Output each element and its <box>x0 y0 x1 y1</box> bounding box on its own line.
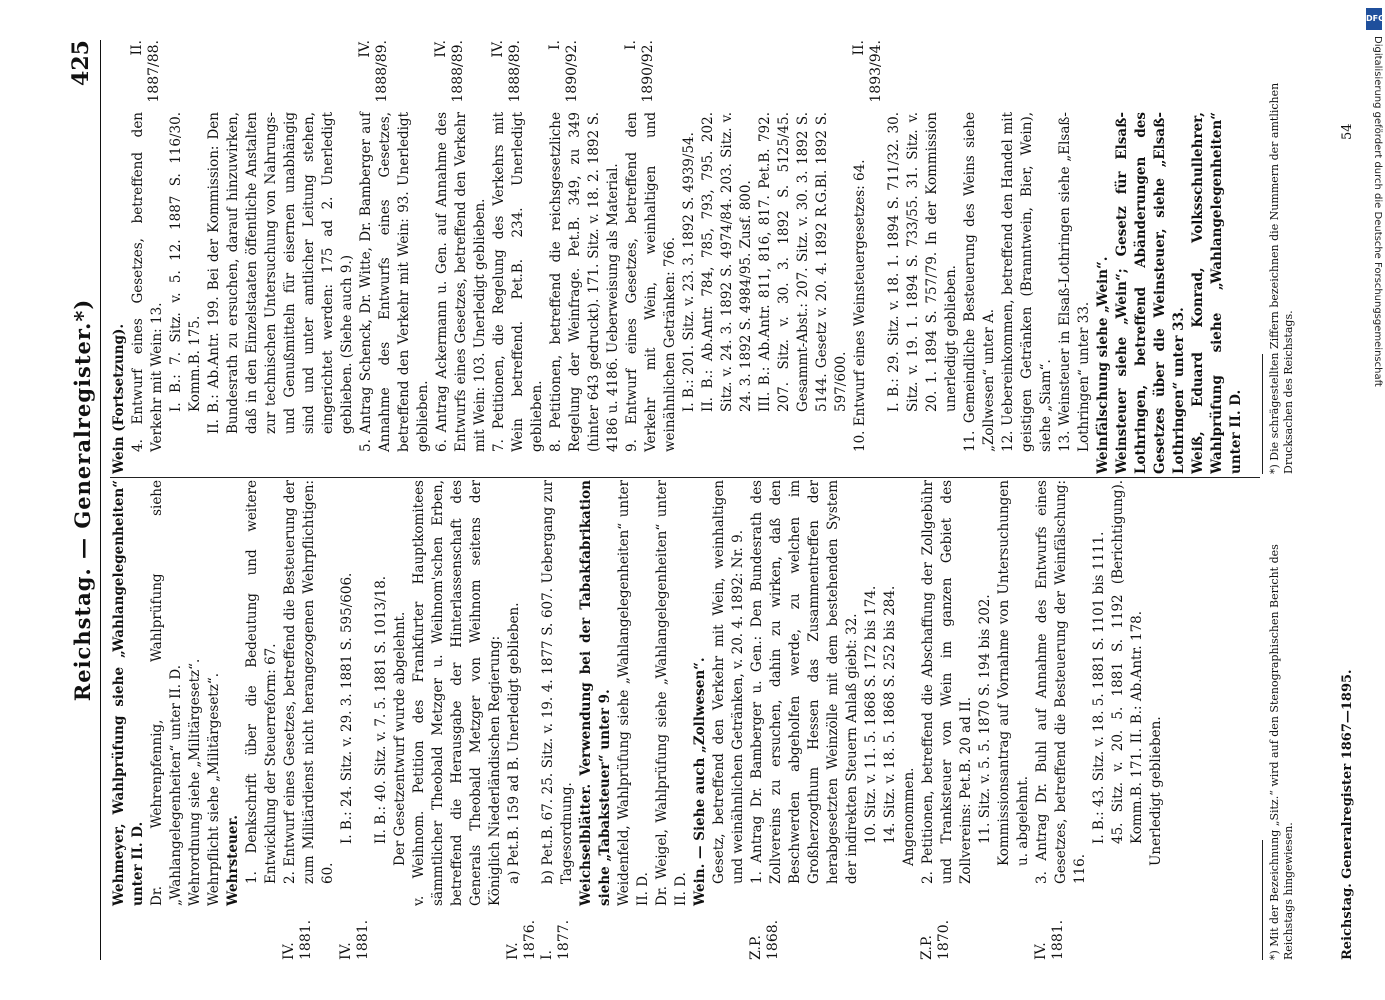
session-marker <box>357 40 391 112</box>
entry-text: 8. Petitionen, betreffend die reichsgesetzliche Regelung der Weinfrage. Pet.B. 349, zu 349 (hinter 643 gedruckt). 171. Sitz. v. 18. 2. 1892 S. 4186 u. 4186. Ueberweisung als Material. <box>548 112 621 452</box>
register-entry <box>1147 480 1166 960</box>
session-marker-line: IV. <box>281 942 297 960</box>
register-entry <box>167 40 205 474</box>
entry-text: 2. Petitionen, betreffend die Abschaffung der Zollgebühr und Tranksteuer von Wein im ganzen Gebiet des Zollvereins: Pet.B. 20 ad II. <box>920 480 974 884</box>
session-marker <box>490 40 524 112</box>
register-entry <box>862 480 881 960</box>
entry-text: 45. Sitz. v. 20. 5. 1881 S. 1192 (Berichtigung). Komm.B. 171. II. B.: Ab.Antr. 178. <box>1110 480 1145 844</box>
entry-text: Weidenfeld, Wahlprüfung siehe „Wahlangelegenheiten“ unter II. D. <box>616 480 651 906</box>
session-marker-line: 1890/92. <box>640 40 656 103</box>
entry-text: b) Pet.B. 67. 25. Sitz. v. 19. 4. 1877 S. 607. Uebergang zur Tagesordnung. <box>540 480 575 884</box>
register-entry <box>433 40 490 474</box>
entry-text: Gesetz, betreffend den Verkehr mit Wein, weinhaltigen und weinähnlichen Getränken, v. 20. 4. 1892: Nr. 9. <box>711 480 746 884</box>
session-marker-line: IV. <box>505 942 521 960</box>
session-marker <box>1033 906 1067 960</box>
footnote-left-text: *) Mit der Bezeichnung „Sitz.“ wird auf den Stenographischen Bericht des Reichstags hingewiesen. <box>1268 544 1295 960</box>
entry-text: 10. Entwurf eines Weinsteuergesetzes: 64. <box>852 159 868 452</box>
footnote-right <box>1262 40 1332 474</box>
session-marker <box>129 40 163 112</box>
register-entry <box>1109 480 1147 960</box>
register-entry <box>224 480 243 960</box>
register-entry <box>372 480 391 960</box>
entry-text: II. B.: Ab.Antr. 784, 785, 793, 795. 202. Sitz. v. 24. 3. 1892 S. 4974/84. 203. Sitz. v. 24. 3. 1892 S. 4984/95. Zusf. 800. <box>700 112 754 412</box>
register-entry <box>1094 40 1113 474</box>
signature-line: Reichstag. Generalregister 1867—1895. <box>1340 669 1355 960</box>
register-entry <box>881 480 900 960</box>
right-column <box>110 40 1250 474</box>
digitization-edge <box>1363 0 1385 1000</box>
session-marker-line: 1893/94. <box>868 40 884 103</box>
session-marker <box>505 906 539 960</box>
session-marker <box>338 906 372 960</box>
page-header <box>60 40 101 960</box>
register-entry <box>1113 40 1189 474</box>
register-entry <box>110 480 148 960</box>
register-entry <box>1090 480 1109 960</box>
entry-text: Wehrpflicht siehe „Militärgesetz“. <box>206 672 222 906</box>
entry-text: II. B.: Ab.Antr. 199. Bei der Kommission: Den Bundesrath zu ersuchen, darauf hinzuwirken, daß in den Einzelstaaten öffentliche Anstalten zur technischen Untersuchung von Nahrungs- und Genußmitteln für eisernen unabhängig sind und unter amtlicher Leitung stehen, eingerichtet werden: 175 ad 2. Unerledigt geblieben. (Siehe auch 9.) <box>206 112 355 434</box>
entry-text: Wehrordnung siehe „Militärgesetz“. <box>187 658 203 906</box>
session-marker-line: IV. <box>433 40 449 58</box>
register-entry <box>885 40 961 474</box>
footnote-right-text: *) Die schrägestellten Ziffern bezeichnen die Nummern der amtlichen Drucksachen des Reichstags. <box>1268 82 1295 474</box>
session-marker-line: IV. <box>1033 942 1049 960</box>
register-entry <box>851 40 885 474</box>
session-marker-line: 1888/89. <box>450 40 466 103</box>
session-marker <box>281 906 315 960</box>
entry-text: I. B.: 201. Sitz. v. 23. 3. 1892 S. 4939/54. <box>681 132 697 412</box>
dfg-logo: DFG <box>1366 8 1382 30</box>
entry-text: 3. Antrag Dr. Buhl auf Annahme des Entwurfs eines Gesetzes, betreffend die Besteuerung der Weinfälschung: 116. <box>1034 480 1088 884</box>
session-marker <box>919 906 953 960</box>
entry-text: 13. Weinsteuer in Elsaß-Lothringen siehe „Elsaß-Lothringen“ unter 33. <box>1057 112 1092 452</box>
entry-text: Dr. Weigel, Wahlprüfung siehe „Wahlangelegenheiten“ unter II. D. <box>654 480 689 906</box>
session-marker <box>623 40 657 112</box>
entry-text: Weinsteuer siehe „Wein“; Gesetz für Elsaß-Lothringen, betreffend Abänderungen des Gesetzes über die Weinsteuer, siehe „Elsaß-Lothringen“ unter 33. <box>1114 112 1187 474</box>
entry-text: Der Gesetzentwurf wurde abgelehnt. <box>392 611 408 866</box>
register-entry <box>976 480 995 960</box>
entry-text: a) Pet.B. 159 ad B. Unerledigt geblieben. <box>506 602 522 884</box>
register-entry <box>129 40 167 474</box>
session-marker <box>851 40 885 112</box>
entry-text: 10. Sitz. v. 11. 5. 1868 S. 172 bis 174. <box>863 585 879 844</box>
session-marker-line: 1888/89. <box>374 40 390 103</box>
left-column <box>110 480 1250 960</box>
footnote-rule <box>1262 840 1263 960</box>
footnote-rule <box>1262 354 1263 474</box>
entry-text: Weichselblätter. Verwendung bei der Tabakfabrikation siehe „Tabaksteuer“ unter 9. <box>578 480 613 906</box>
entry-text: Dr. Wehrenpfennig, Wahlprüfung siehe „Wahlangelegenheiten“ unter II. D. <box>149 480 184 906</box>
entry-text: Unerledigt geblieben. <box>1148 716 1164 866</box>
entry-text: I. B.: 7. Sitz. v. 5. 12. 1887 S. 116/30. Komm.B. 175. <box>168 112 203 412</box>
register-entry <box>1056 40 1094 474</box>
session-marker-line: 1890/92. <box>564 40 580 103</box>
session-marker-line: II. <box>129 40 145 56</box>
session-marker-line: I. <box>539 950 555 960</box>
session-marker-line: 1881. <box>355 919 371 960</box>
register-entry <box>691 480 710 960</box>
register-entry <box>919 480 976 960</box>
register-entry <box>357 40 433 474</box>
register-entry <box>999 40 1056 474</box>
register-entry <box>623 40 680 474</box>
entry-text: I. B.: 24. Sitz. v. 29. 3. 1881 S. 595/606. <box>339 572 355 844</box>
register-entry <box>205 40 357 474</box>
register-entry <box>281 480 338 960</box>
session-marker-line: IV. <box>338 942 354 960</box>
session-marker-line: 1868. <box>765 919 781 960</box>
register-entry <box>410 480 505 960</box>
register-entry <box>1189 40 1246 474</box>
entry-text: 12. Uebereinkommen, betreffend den Handel mit geistigen Getränken (Branntwein, Bier, Wein), siehe „Siam“. <box>1000 112 1054 452</box>
entry-text: 14. Sitz. v. 18. 5. 1868 S. 252 bis 284. <box>882 585 898 844</box>
entry-text: 7. Petitionen, die Regelung des Verkehrs mit Wein betreffend. Pet.B. 234. Unerledigt geblieben. <box>491 112 545 452</box>
register-entry <box>391 480 410 960</box>
register-entry <box>577 480 615 960</box>
entry-text: 11. Sitz. v. 5. 5. 1870 S. 194 bis 202. <box>977 594 993 844</box>
session-marker-line: IV. <box>357 40 373 58</box>
register-entry <box>710 480 748 960</box>
session-marker-line: 1881. <box>1050 919 1066 960</box>
entry-text: II. B.: 40. Sitz. v. 7. 5. 1881 S. 1013/18. <box>373 575 389 844</box>
session-marker-line: Z.P. <box>748 935 764 960</box>
signature-number: 54 <box>1340 123 1355 140</box>
session-marker-line: 1881. <box>298 919 314 960</box>
entry-text: Wehmeyer, Wahlprüfung siehe „Wahlangelegenheiten“ unter II. D. <box>111 480 146 906</box>
entry-text: III. B.: Ab.Antr. 811, 816, 817. Pet.B. 792. 207. Sitz. v. 30. 3. 1892 S. 5125/45. Gesammt-Abst.: 207. Sitz. v. 30. 3. 1892 S. 5144. Gesetz v. 20. 4. 1892 R.G.Bl. 1892 S. 597/600. <box>757 112 849 412</box>
session-marker-line: II. <box>851 40 867 56</box>
entry-text: v. Weihnom. Petition des Frankfurter Hauptkomitees sämmtlicher Theobald Metzger u. Weihnom'schen Erben, betreffend die Herausgabe der Hinterlassenschaft des Generals Theobald Metzger von Weihnom seitens der Königlich Niederländischen Regierung: <box>411 480 503 906</box>
session-marker <box>748 906 782 960</box>
register-entry <box>961 40 999 474</box>
session-marker-line: Z.P. <box>919 935 935 960</box>
page-number: 425 <box>68 40 94 86</box>
register-entry <box>680 40 699 474</box>
register-entry <box>995 480 1033 960</box>
register-entry <box>756 40 851 474</box>
session-marker-line: 1876. <box>522 919 538 960</box>
register-entry <box>243 480 281 960</box>
entry-text: Kommissionsantrag auf Vornahme von Untersuchungen u. abgelehnt. <box>996 480 1031 866</box>
register-entry <box>615 480 653 960</box>
session-marker-line: 1887/88. <box>146 40 162 103</box>
session-marker <box>433 40 467 112</box>
page-title: Reichstag. — Generalregister.*) <box>70 298 95 702</box>
register-entry <box>186 480 205 960</box>
register-entry <box>338 480 372 960</box>
digitization-credit: Digitalisierung gefördert durch die Deutsche Forschungsgemeinschaft <box>1372 36 1383 387</box>
session-marker-line: I. <box>623 40 639 50</box>
register-entry <box>653 480 691 960</box>
register-entry <box>547 40 623 474</box>
entry-text: 9. Entwurf eines Gesetzes, betreffend den Verkehr mit Wein, weinhaltigen und weinähnlichen Getränken: 766. <box>624 112 678 452</box>
entry-text: Weinfälschung siehe „Wein“. <box>1095 256 1111 474</box>
register-entry <box>505 480 539 960</box>
register-entry <box>539 480 577 960</box>
register-entry <box>490 40 547 474</box>
session-marker-line: IV. <box>490 40 506 58</box>
entry-text: Weiß, Eduard Konrad, Volksschullehrer, Wahlprüfung siehe „Wahlangelegenheiten“ unter II. D. <box>1190 112 1244 474</box>
session-marker-line: 1870. <box>936 919 952 960</box>
entry-text: 2. Entwurf eines Gesetzes, betreffend die Besteuerung der zum Militärdienst nicht herangezogenen Wehrpflichtigen: 60. <box>282 480 336 884</box>
register-entry <box>110 40 129 474</box>
entry-text: Wein. — Siehe auch „Zollwesen“. <box>692 657 708 906</box>
entry-text: 6. Antrag Ackermann u. Gen. auf Annahme des Entwurfs eines Gesetzes, betreffend den Verkehr mit Wein: 103. Unerledigt geblieben. <box>434 112 488 452</box>
entry-text: 1. Denkschrift über die Bedeutung und weitere Entwicklung der Steuerreform: 67. <box>244 480 279 884</box>
entry-text: Wehrsteuer. <box>225 815 241 906</box>
entry-text: 4. Entwurf eines Gesetzes, betreffend den Verkehr mit Wein: 13. <box>130 112 165 452</box>
register-entry <box>148 480 186 960</box>
register-entry <box>900 480 919 960</box>
column-divider <box>110 477 1260 478</box>
register-entry <box>748 480 862 960</box>
session-marker-line: 1888/89. <box>507 40 523 103</box>
entry-text: Wein (Fortsetzung). <box>111 323 127 474</box>
session-marker-line: I. <box>547 40 563 50</box>
footnote-left <box>1262 480 1332 960</box>
register-entry <box>1033 480 1090 960</box>
entry-text: 11. Gemeindliche Besteuerung des Weins siehe „Zollwesen“ unter A. <box>962 112 997 452</box>
session-marker <box>547 40 581 112</box>
entry-text: 1. Antrag Dr. Bamberger u. Gen.: Den Bundesrath des Zollvereins zu ersuchen, dahin zu wirken, daß den Beschwerden abgeholfen werde, zu welchen im Großherzogthum Hessen das Zusammentreffen der herabgesetzten Weinzölle mit dem bestehenden System der indirekten Steuern Anlaß giebt: 32. <box>749 480 860 884</box>
entry-text: Angenommen. <box>901 767 917 866</box>
entry-text: I. B.: 43. Sitz. v. 18. 5. 1881 S. 1101 bis 1111. <box>1091 531 1107 844</box>
register-entry <box>205 480 224 960</box>
session-marker <box>539 906 573 960</box>
session-marker-line: 1877. <box>556 919 572 960</box>
entry-text: 5. Antrag Schenck, Dr. Witte, Dr. Bamberger auf Annahme des Entwurfs eines Gesetzes, betreffend den Verkehr mit Wein: 93. Unerledigt geblieben. <box>358 112 431 452</box>
register-entry <box>699 40 756 474</box>
entry-text: I. B.: 29. Sitz. v. 18. 1. 1894 S. 711/32. 30. Sitz. v. 19. 1. 1894 S. 733/55. 31. Sitz. v. 20. 1. 1894 S. 757/79. In der Kommission unerledigt geblieben. <box>886 112 959 412</box>
